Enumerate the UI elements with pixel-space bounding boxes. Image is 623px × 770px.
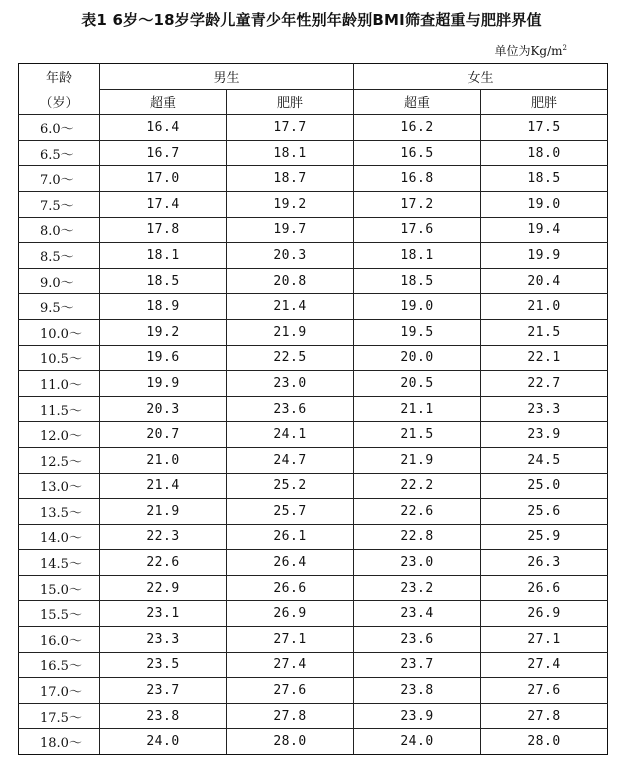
table-title: 表1 6岁～18岁学龄儿童青少年性别年龄别BMI筛查超重与肥胖界值 [81, 11, 542, 29]
male-overweight-cell: 17.0 [100, 166, 227, 192]
male-overweight-cell: 16.7 [100, 140, 227, 166]
unit-label [494, 44, 567, 58]
female-group-header: 女生 [354, 64, 608, 90]
table-row [19, 217, 608, 243]
male-obese-cell: 26.4 [227, 550, 354, 576]
female-obese-cell: 27.6 [481, 678, 608, 704]
female-obese-cell: 20.4 [481, 268, 608, 294]
table-row [19, 243, 608, 269]
age-cell: 13.0～ [19, 473, 100, 499]
female-obese-cell: 25.9 [481, 524, 608, 550]
female-overweight-cell: 19.5 [354, 319, 481, 345]
male-overweight-header: 超重 [100, 89, 227, 115]
table-header [19, 64, 608, 115]
table-row [19, 524, 608, 550]
table-row [19, 550, 608, 576]
female-overweight-cell: 16.8 [354, 166, 481, 192]
female-overweight-cell: 22.6 [354, 499, 481, 525]
male-overweight-cell: 24.0 [100, 729, 227, 755]
female-obese-cell: 21.0 [481, 294, 608, 320]
age-cell: 9.0～ [19, 268, 100, 294]
age-cell: 12.5～ [19, 447, 100, 473]
male-overweight-cell: 19.2 [100, 319, 227, 345]
female-overweight-cell: 20.0 [354, 345, 481, 371]
female-obese-cell: 26.9 [481, 601, 608, 627]
table-row [19, 627, 608, 653]
female-overweight-cell: 24.0 [354, 729, 481, 755]
male-obese-cell: 27.8 [227, 703, 354, 729]
male-overweight-cell: 23.3 [100, 627, 227, 653]
male-obese-cell: 24.7 [227, 447, 354, 473]
male-obese-cell: 18.1 [227, 140, 354, 166]
male-obese-cell: 19.7 [227, 217, 354, 243]
male-overweight-cell: 23.8 [100, 703, 227, 729]
male-overweight-cell: 20.3 [100, 396, 227, 422]
age-cell: 13.5～ [19, 499, 100, 525]
male-obese-cell: 27.1 [227, 627, 354, 653]
male-overweight-cell: 17.8 [100, 217, 227, 243]
female-obese-cell: 22.1 [481, 345, 608, 371]
age-cell: 6.0～ [19, 115, 100, 141]
male-obese-cell: 23.6 [227, 396, 354, 422]
male-obese-cell: 25.7 [227, 499, 354, 525]
female-obese-cell: 22.7 [481, 371, 608, 397]
age-cell: 8.0～ [19, 217, 100, 243]
female-overweight-cell: 21.1 [354, 396, 481, 422]
female-obese-header: 肥胖 [481, 89, 608, 115]
female-obese-cell: 23.9 [481, 422, 608, 448]
table-row [19, 703, 608, 729]
table-row [19, 319, 608, 345]
age-cell: 11.0～ [19, 371, 100, 397]
age-cell: 12.0～ [19, 422, 100, 448]
female-obese-cell: 26.3 [481, 550, 608, 576]
male-obese-cell: 26.9 [227, 601, 354, 627]
table-row [19, 601, 608, 627]
male-overweight-cell: 21.0 [100, 447, 227, 473]
male-obese-cell: 23.0 [227, 371, 354, 397]
table-row [19, 396, 608, 422]
age-cell: 14.5～ [19, 550, 100, 576]
female-obese-cell: 18.5 [481, 166, 608, 192]
female-obese-cell: 19.4 [481, 217, 608, 243]
male-overweight-cell: 22.3 [100, 524, 227, 550]
age-cell: 7.0～ [19, 166, 100, 192]
age-column-header: 年龄 [19, 64, 100, 90]
age-cell: 6.5～ [19, 140, 100, 166]
male-obese-header: 肥胖 [227, 89, 354, 115]
male-obese-cell: 18.7 [227, 166, 354, 192]
table-row [19, 422, 608, 448]
male-obese-cell: 26.6 [227, 575, 354, 601]
male-obese-cell: 25.2 [227, 473, 354, 499]
female-obese-cell: 26.6 [481, 575, 608, 601]
unit-superscript: 2 [562, 44, 567, 52]
male-obese-cell: 20.8 [227, 268, 354, 294]
header-row-categories [19, 89, 608, 115]
table-row [19, 115, 608, 141]
male-overweight-cell: 16.4 [100, 115, 227, 141]
table-row [19, 678, 608, 704]
female-overweight-cell: 16.5 [354, 140, 481, 166]
age-cell: 17.0～ [19, 678, 100, 704]
female-obese-cell: 17.5 [481, 115, 608, 141]
table-row [19, 140, 608, 166]
female-obese-cell: 28.0 [481, 729, 608, 755]
table-row [19, 345, 608, 371]
table-row [19, 447, 608, 473]
female-obese-cell: 27.1 [481, 627, 608, 653]
table-row [19, 294, 608, 320]
age-cell: 15.0～ [19, 575, 100, 601]
table-row [19, 371, 608, 397]
female-obese-cell: 18.0 [481, 140, 608, 166]
table-row [19, 652, 608, 678]
female-overweight-cell: 23.2 [354, 575, 481, 601]
male-obese-cell: 26.1 [227, 524, 354, 550]
female-overweight-cell: 19.0 [354, 294, 481, 320]
unit-text: 单位为Kg/m [494, 44, 563, 58]
male-overweight-cell: 22.6 [100, 550, 227, 576]
female-overweight-cell: 18.5 [354, 268, 481, 294]
male-obese-cell: 21.4 [227, 294, 354, 320]
female-overweight-cell: 18.1 [354, 243, 481, 269]
bmi-cutoff-table [18, 63, 608, 755]
male-overweight-cell: 23.7 [100, 678, 227, 704]
female-overweight-cell: 23.4 [354, 601, 481, 627]
age-cell: 16.0～ [19, 627, 100, 653]
male-obese-cell: 24.1 [227, 422, 354, 448]
age-cell: 14.0～ [19, 524, 100, 550]
male-overweight-cell: 18.1 [100, 243, 227, 269]
table-row [19, 729, 608, 755]
male-overweight-cell: 23.5 [100, 652, 227, 678]
female-overweight-cell: 20.5 [354, 371, 481, 397]
age-cell: 10.0～ [19, 319, 100, 345]
male-obese-cell: 27.4 [227, 652, 354, 678]
male-obese-cell: 21.9 [227, 319, 354, 345]
table-row [19, 191, 608, 217]
female-overweight-cell: 17.6 [354, 217, 481, 243]
female-obese-cell: 23.3 [481, 396, 608, 422]
age-unit-header: （岁） [19, 89, 100, 115]
male-obese-cell: 27.6 [227, 678, 354, 704]
female-overweight-cell: 23.8 [354, 678, 481, 704]
female-obese-cell: 24.5 [481, 447, 608, 473]
male-overweight-cell: 18.5 [100, 268, 227, 294]
header-row-groups [19, 64, 608, 90]
female-overweight-cell: 23.9 [354, 703, 481, 729]
table-row [19, 473, 608, 499]
male-overweight-cell: 20.7 [100, 422, 227, 448]
male-obese-cell: 28.0 [227, 729, 354, 755]
male-obese-cell: 19.2 [227, 191, 354, 217]
table-row [19, 499, 608, 525]
female-obese-cell: 21.5 [481, 319, 608, 345]
male-overweight-cell: 23.1 [100, 601, 227, 627]
female-overweight-header: 超重 [354, 89, 481, 115]
male-overweight-cell: 19.9 [100, 371, 227, 397]
female-obese-cell: 25.6 [481, 499, 608, 525]
female-overweight-cell: 17.2 [354, 191, 481, 217]
age-cell: 7.5～ [19, 191, 100, 217]
age-cell: 16.5～ [19, 652, 100, 678]
female-overweight-cell: 21.5 [354, 422, 481, 448]
table-row [19, 575, 608, 601]
age-cell: 10.5～ [19, 345, 100, 371]
male-overweight-cell: 21.9 [100, 499, 227, 525]
male-overweight-cell: 17.4 [100, 191, 227, 217]
age-cell: 9.5～ [19, 294, 100, 320]
male-overweight-cell: 21.4 [100, 473, 227, 499]
female-overweight-cell: 23.7 [354, 652, 481, 678]
female-obese-cell: 19.0 [481, 191, 608, 217]
male-overweight-cell: 22.9 [100, 575, 227, 601]
table-row [19, 268, 608, 294]
age-cell: 17.5～ [19, 703, 100, 729]
male-obese-cell: 22.5 [227, 345, 354, 371]
female-overweight-cell: 22.8 [354, 524, 481, 550]
male-obese-cell: 17.7 [227, 115, 354, 141]
female-overweight-cell: 23.6 [354, 627, 481, 653]
female-overweight-cell: 21.9 [354, 447, 481, 473]
female-obese-cell: 19.9 [481, 243, 608, 269]
female-obese-cell: 27.8 [481, 703, 608, 729]
female-overweight-cell: 22.2 [354, 473, 481, 499]
female-overweight-cell: 23.0 [354, 550, 481, 576]
female-obese-cell: 25.0 [481, 473, 608, 499]
female-obese-cell: 27.4 [481, 652, 608, 678]
age-cell: 15.5～ [19, 601, 100, 627]
age-cell: 8.5～ [19, 243, 100, 269]
table-row [19, 166, 608, 192]
male-overweight-cell: 19.6 [100, 345, 227, 371]
male-group-header: 男生 [100, 64, 354, 90]
age-cell: 11.5～ [19, 396, 100, 422]
male-obese-cell: 20.3 [227, 243, 354, 269]
male-overweight-cell: 18.9 [100, 294, 227, 320]
table-body [19, 115, 608, 755]
age-cell: 18.0～ [19, 729, 100, 755]
female-overweight-cell: 16.2 [354, 115, 481, 141]
